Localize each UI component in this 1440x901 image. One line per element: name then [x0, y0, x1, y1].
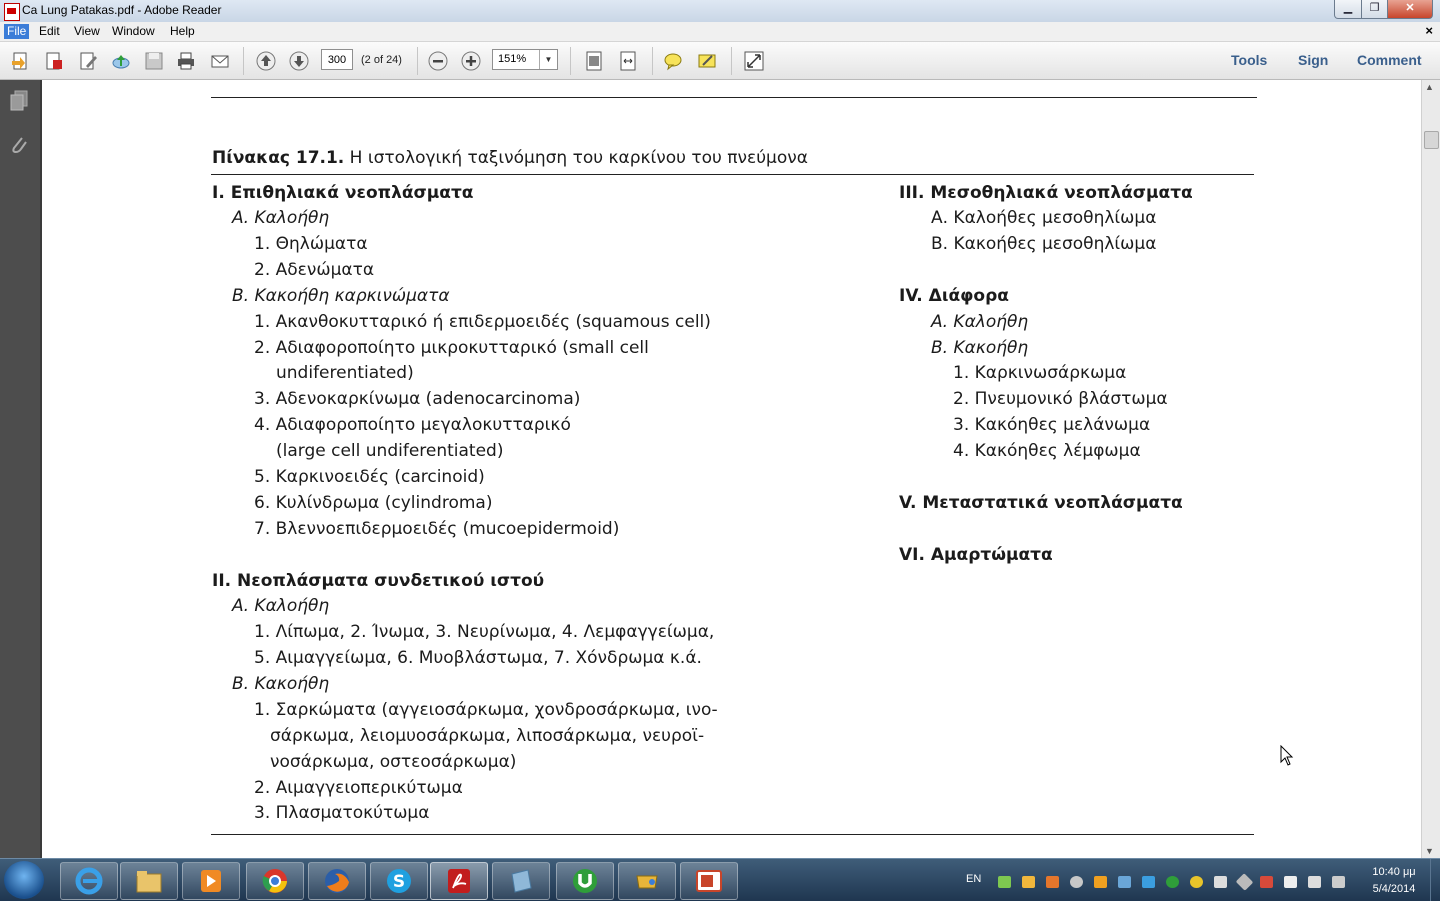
mouse-cursor-icon [1280, 745, 1294, 767]
previous-page-icon[interactable] [256, 51, 276, 71]
clock-date[interactable]: 5/4/2014 [1372, 883, 1416, 895]
start-button[interactable] [4, 861, 44, 899]
section-heading: ΙΙ. Νεοπλάσματα συνδετικού ιστού [212, 571, 545, 591]
navigation-panel [0, 80, 42, 858]
chrome-icon [260, 866, 290, 896]
comment-bubble-icon[interactable] [663, 51, 683, 71]
open-file-icon[interactable] [10, 51, 30, 71]
list-item: 4. Αδιαφοροποίητο μεγαλοκυτταρικό [254, 415, 571, 435]
list-item: 3. Αδενοκαρκίνωμα (adenocarcinoma) [254, 389, 581, 409]
subsection-heading: Β. Κακοήθη [931, 338, 1029, 358]
list-item: 1. Λίπωμα, 2. Ίνωμα, 3. Νευρίνωμα, 4. Λεμφαγγείωμα, [254, 622, 715, 642]
list-item: (large cell undiferentiated) [276, 441, 504, 461]
chevron-down-icon[interactable]: ▼ [539, 50, 557, 69]
taskbar [0, 858, 1440, 901]
list-item: undiferentiated) [276, 363, 414, 383]
zoom-value: 151% [498, 53, 527, 65]
clock-time[interactable]: 10:40 μμ [1372, 866, 1416, 878]
list-item: 5. Καρκινοειδές (carcinoid) [254, 467, 485, 487]
vertical-scrollbar[interactable] [1421, 80, 1440, 858]
tab-tools[interactable]: Tools [1231, 52, 1268, 68]
network-signal-icon[interactable] [1308, 876, 1321, 888]
print-icon[interactable] [176, 51, 196, 71]
list-item: σάρκωμα, λειομυοσάρκωμα, λιποσάρκωμα, νευροϊ- [270, 726, 705, 746]
zoom-select[interactable] [492, 49, 558, 70]
skype-icon [384, 866, 414, 896]
tray-app-icon[interactable] [1190, 876, 1203, 888]
svg-text:S: S [392, 872, 406, 892]
maximize-button[interactable]: ❐ [1361, 0, 1388, 19]
language-indicator[interactable]: EN [966, 873, 982, 885]
list-item: 1. Καρκινωσάρκωμα [953, 363, 1127, 383]
zoom-in-icon[interactable] [461, 51, 481, 71]
list-item: 5. Αιμαγγείωμα, 6. Μυοβλάστωμα, 7. Χόνδρωμα κ.ά. [254, 648, 702, 668]
internet-explorer-icon [74, 866, 104, 896]
next-page-icon[interactable] [289, 51, 309, 71]
list-item: 3. Κακόηθες μελάνωμα [953, 415, 1151, 435]
taskbar-game[interactable] [618, 862, 676, 900]
taskbar-adobe-reader[interactable] [430, 862, 488, 900]
edit-document-icon[interactable] [78, 51, 98, 71]
toolbar-separator [731, 47, 732, 75]
taskbar-chrome[interactable] [246, 862, 304, 900]
menu-edit[interactable]: Edit [39, 24, 60, 38]
subsection-heading: Α. Καλοήθη [232, 596, 330, 616]
menu-window[interactable]: Window [112, 24, 155, 38]
zoom-out-icon[interactable] [428, 51, 448, 71]
menu-bar [0, 22, 1440, 42]
menu-file[interactable]: File [4, 24, 29, 39]
page-count: (2 of 24) [361, 54, 402, 66]
action-center-flag-icon[interactable] [1214, 876, 1227, 888]
tab-comment[interactable]: Comment [1357, 52, 1422, 68]
list-item: 2. Πνευμονικό βλάστωμα [953, 389, 1168, 409]
list-item: 1. Σαρκώματα (αγγειοσάρκωμα, χονδροσάρκωμα, ινο- [254, 700, 718, 720]
powerpoint-icon [694, 866, 724, 896]
taskbar-utorrent[interactable] [556, 862, 614, 900]
tray-app-icon[interactable] [1236, 873, 1254, 891]
highlight-icon[interactable] [697, 51, 717, 71]
toolbar-separator [570, 47, 571, 75]
taskbar-internet-explorer[interactable] [60, 862, 118, 900]
attachments-paperclip-icon[interactable] [9, 134, 29, 156]
section-heading: VI. Αμαρτώματα [899, 545, 1053, 565]
show-desktop-button[interactable] [1430, 859, 1440, 901]
window-title: Ca Lung Patakas.pdf - Adobe Reader [22, 3, 222, 17]
upload-cloud-icon[interactable] [111, 51, 131, 71]
tab-sign[interactable]: Sign [1298, 52, 1329, 68]
close-document-icon[interactable]: × [1425, 23, 1433, 38]
game-controller-icon [632, 866, 662, 896]
folder-icon [134, 866, 164, 896]
email-icon[interactable] [210, 51, 230, 71]
taskbar-media-player[interactable] [182, 862, 240, 900]
page-number-input[interactable]: 300 [321, 49, 353, 70]
battery-icon[interactable] [1284, 876, 1297, 888]
tray-app-icon[interactable] [1046, 876, 1059, 888]
dropbox-icon[interactable] [1142, 876, 1155, 888]
list-item: 6. Κυλίνδρωμα (cylindroma) [254, 493, 493, 513]
list-item: 2. Αιμαγγειοπερικύτωμα [254, 778, 463, 798]
section-heading: V. Μεταστατικά νεοπλάσματα [899, 493, 1183, 513]
table-bottom-rule [211, 834, 1254, 835]
scroll-down-icon[interactable]: ▼ [1425, 846, 1434, 856]
tray-app-icon[interactable] [1094, 876, 1107, 888]
adobe-reader-icon [444, 866, 474, 896]
taskbar-file-explorer[interactable] [120, 862, 178, 900]
header-rule [211, 97, 1257, 98]
virtualbox-icon [506, 866, 536, 896]
section-heading: Ι. Επιθηλιακά νεοπλάσματα [212, 183, 474, 203]
subsection-heading: Β. Κακοήθη καρκινώματα [232, 286, 450, 306]
tray-app-icon[interactable] [1070, 876, 1083, 888]
list-item: 3. Πλασματοκύτωμα [254, 803, 430, 823]
section-heading: ΙV. Διάφορα [899, 286, 1009, 306]
media-player-icon [196, 866, 226, 896]
list-item: 7. Βλεννοεπιδερμοειδές (mucoepidermoid) [254, 519, 620, 539]
menu-view[interactable]: View [74, 24, 100, 38]
tray-app-icon[interactable] [1022, 876, 1035, 888]
close-button[interactable]: ✕ [1387, 0, 1433, 19]
tray-app-icon[interactable] [1118, 876, 1131, 888]
toolbar-separator [243, 47, 244, 75]
list-item: 4. Κακόηθες λέμφωμα [953, 441, 1141, 461]
utorrent-icon [570, 866, 600, 896]
adobe-reader-icon [4, 3, 20, 21]
caption-text: Η ιστολογική ταξινόμηση του καρκίνου του πνεύμονα [344, 148, 808, 168]
fit-page-icon[interactable] [584, 51, 604, 71]
firefox-icon [322, 866, 352, 896]
section-heading: ΙΙΙ. Μεσοθηλιακά νεοπλάσματα [899, 183, 1193, 203]
taskbar-firefox[interactable] [308, 862, 366, 900]
volume-speaker-icon[interactable] [1332, 876, 1345, 888]
caption-rule [211, 174, 1254, 175]
subsection-heading: Α. Καλοήθη [232, 208, 330, 228]
save-icon[interactable] [144, 51, 164, 71]
caption-label: Πίνακας 17.1. [212, 148, 345, 168]
minimize-button[interactable]: ▁ [1334, 0, 1362, 19]
toolbar [0, 42, 1440, 80]
list-item: νοσάρκωμα, οστεοσάρκωμα) [270, 752, 517, 772]
subsection-heading: Β. Κακοήθη [232, 674, 330, 694]
scroll-up-icon[interactable]: ▲ [1425, 82, 1434, 92]
menu-help[interactable]: Help [170, 24, 195, 38]
tray-app-icon[interactable] [998, 876, 1011, 888]
list-item: 1. Θηλώματα [254, 234, 368, 254]
taskbar-powerpoint[interactable] [680, 862, 738, 900]
list-item: 2. Αδενώματα [254, 260, 375, 280]
fit-width-icon[interactable] [618, 51, 638, 71]
taskbar-skype[interactable] [370, 862, 428, 900]
page-thumbnails-icon[interactable] [9, 90, 29, 112]
subsection-heading: Α. Καλοήθη [931, 312, 1029, 332]
list-item: 2. Αδιαφοροποίητο μικροκυτταρικό (small cell [254, 338, 649, 358]
scrollbar-thumb[interactable] [1424, 131, 1439, 149]
list-item: 1. Ακανθοκυτταρικό ή επιδερμοειδές (squamous cell) [254, 312, 711, 332]
list-item: Α. Καλοήθες μεσοθηλίωμα [931, 208, 1157, 228]
table-caption [212, 148, 808, 168]
create-pdf-icon[interactable] [44, 51, 64, 71]
title-bar [0, 0, 1440, 23]
list-item: Β. Κακοήθες μεσοθηλίωμα [931, 234, 1157, 254]
utorrent-tray-icon[interactable] [1166, 876, 1179, 888]
toolbar-separator [417, 47, 418, 75]
toolbar-separator [652, 47, 653, 75]
fullscreen-icon[interactable] [744, 51, 764, 71]
taskbar-virtualbox[interactable] [492, 862, 550, 900]
tray-app-icon[interactable] [1260, 876, 1273, 888]
